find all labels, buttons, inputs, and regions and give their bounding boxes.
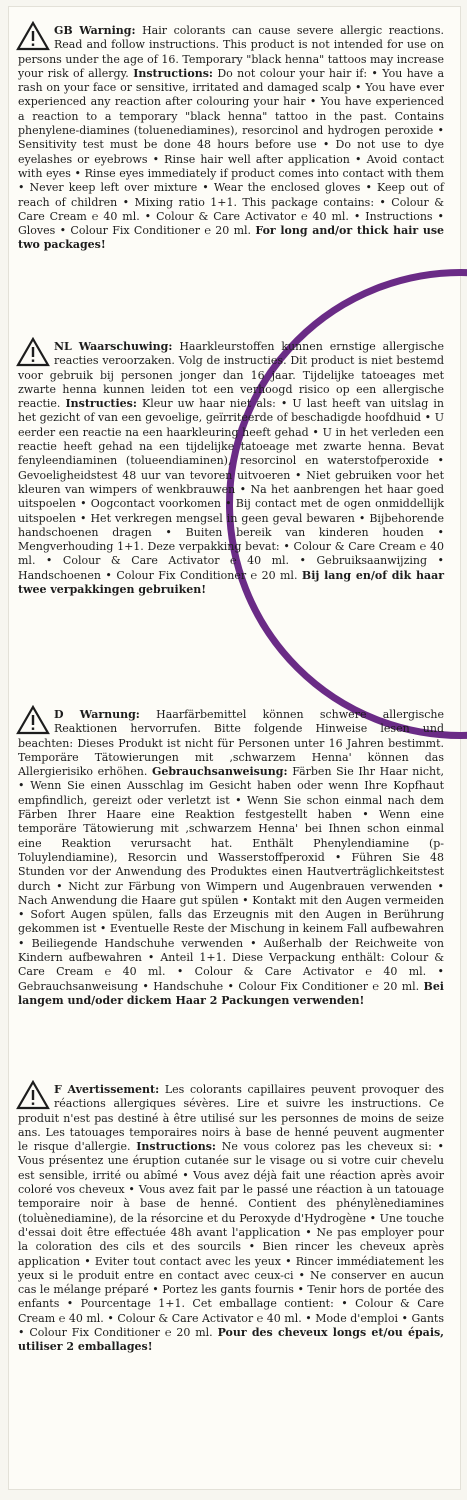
- section-nl: [18, 340, 444, 597]
- instructions-text: Kleur uw haar niet als: • U last heeft van uitslag in het gezicht of van een gevoelige, geïrriteerde of beschadigde hoofdhuid • U eerder een reactie na een haarkleuring heeft gehad • U in het verleden een reactie heeft gehad na een tijdelijke tatoeage met zwarte henna. Bevat fenyleendiaminen (tolueendiaminen), resorcinol en waterstofperoxide • Gevoeligheidstest 48 uur van tevoren uitvoeren • Niet gebruiken voor het kleuren van wimpers of wenkbrauwen • Na het aanbrengen het haar goed uitspoelen • Oogcontact voorkomen • Bij contact met de ogen onmiddellijk uitspoelen • Het verkregen mengsel in geen geval bewaren • Bijbehorende handschoenen dragen • Buiten bereik van kinderen houden • Mengverhouding 1+1. Deze verpakking bevat: • Colour & Care Cream ℮ 40 ml. • Colour & Care Activator ℮ 40 ml. • Gebruiksaanwijzing • Handschoenen • Colour Fix Conditioner ℮ 20 ml.: [18, 397, 445, 582]
- warning-heading: Waarschuwing:: [78, 340, 173, 353]
- instructions-text: Färben Sie Ihr Haar nicht, • Wenn Sie einen Ausschlag im Gesicht haben oder wenn Ihre Kopfhaut empfindlich, gereizt oder verletzt ist • Wenn Sie schon einmal nach dem Färben Ihrer Haare eine Reaktion festgestellt haben • Wenn eine temporäre Tätowierung mit ‚schwarzem Henna' bei Ihnen schon einmal eine Reaktion verursacht hat. Enthält Phenylendiamine (p-Toluylendiamine), Resorcin und Wasserstoffperoxid • Führen Sie 48 Stunden vor der Anwendung des Produktes einen Hautverträglichkeitstest durch • Nicht zur Färbung von Wimpern und Augenbrauen verwenden • Nach Anwendung die Haare gut spülen • Kontakt mit den Augen vermeiden • Sofort Augen spülen, falls das Erzeugnis mit den Augen in Berührung gekommen ist • Eventuelle Reste der Mischung in keinem Fall aufbewahren • Beiliegende Handschuhe verwenden • Außerhalb der Reichweite von Kindern aufbewahren • Anteil 1+1. Diese Verpackung enthält: Colour & Care Cream ℮ 40 ml. • Colour & Care Activator ℮ 40 ml. • Gebrauchsanweisung • Handschuhe • Colour Fix Conditioner ℮ 20 ml.: [18, 765, 444, 993]
- warning-triangle-icon: [16, 705, 50, 735]
- instructions-text: Do not colour your hair if: • You have a rash on your face or sensitive, irritated and damaged scalp • You have ever experienced any reaction after colouring your hair • You have experienced a reaction to a temporary "black henna" tattoo in the past. Contains phenylene-diamines (toluenediamines), resorcinol and hydrogen peroxide • Sensitivity test must be done 48 hours before use • Do not use to dye eyelashes or eyebrows • Rinse hair well after application • Avoid contact with eyes • Rinse eyes immediately if product comes into contact with them • Never keep left over mixture • Wear the enclosed gloves • Keep out of reach of children • Mixing ratio 1+1. This package contains: • Colour & Care Cream ℮ 40 ml. • Colour & Care Activator ℮ 40 ml. • Instructions • Gloves • Colour Fix Conditioner ℮ 20 ml.: [18, 66, 445, 238]
- language-code: NL: [54, 340, 72, 353]
- section-d: [18, 708, 444, 1008]
- instructions-label: Instructies:: [65, 397, 137, 411]
- warning-triangle-icon: [16, 337, 50, 367]
- package-note: Bij lang en/of dik haar twee verpakkingen gebruiken!: [18, 568, 444, 597]
- warning-heading: Avertissement:: [67, 1083, 160, 1096]
- warning-triangle-icon: [16, 1080, 50, 1110]
- package-note: Bei langem und/oder dickem Haar 2 Packungen verwenden!: [18, 979, 444, 1007]
- warning-text: Hair colorants can cause severe allergic reactions. Read and follow instructions. This product is not intended for use on persons under the age of 16. Temporary "black henna" tattoos may increase your risk of allergy.: [18, 24, 445, 80]
- instructions-label: Instructions:: [136, 1140, 216, 1154]
- package-note: For long and/or thick hair use two packages!: [18, 224, 445, 252]
- language-code: D: [54, 708, 64, 721]
- package-note: Pour des cheveux longs et/ou épais, utiliser 2 emballages!: [18, 1326, 445, 1354]
- section-f: [18, 1083, 444, 1355]
- warning-text: Haarkleurstoffen kunnen ernstige allergische reacties veroorzaken. Volg de instructies. Dit product is niet bestemd voor gebruik bij personen jonger dan 16 jaar. Tijdelijke tatoeages met zwarte henna kunnen leiden tot een verhoogd risico op een allergische reactie.: [18, 340, 444, 411]
- warning-heading: Warning:: [79, 24, 136, 37]
- warning-heading: Warnung:: [79, 708, 140, 721]
- warning-text: Haarfärbemittel können schwere allergische Reaktionen hervorrufen. Bitte folgende Hinweise lesen und beachten: Dieses Produkt ist nicht für Personen unter 16 Jahren bestimmt. Temporäre Tätowierungen mit ‚schwarzem Henna' können das Allergierisiko erhöhen.: [18, 708, 445, 779]
- language-code: GB: [54, 24, 73, 37]
- warning-triangle-icon: [16, 21, 50, 51]
- section-gb: [18, 24, 444, 253]
- instructions-label: Instructions:: [133, 66, 213, 80]
- instructions-label: Gebrauchsanweisung:: [151, 765, 288, 779]
- instructions-text: Ne vous colorez pas les cheveux si: • Vous présentez une éruption cutanée sur le visage ou si votre cuir chevelu est sensible, irrité ou abîmé • Vous avez déjà fait une réaction après avoir coloré vos cheveux • Vous avez fait par le passé une réaction à un tatouage temporaire noir à base de henné. Contient des phénylènediamines (toluènediamine), de la résorcine et du Peroxyde d'Hydrogène • Une touche d'essai doit être effectuée 48h avant l'application • Ne pas employer pour la coloration des cils et des sourcils • Bien rincer les cheveux après application • Eviter tout contact avec les yeux • Rincer immédiatement les yeux si le produit entre en contact avec ceux-ci • Ne conserver en aucun cas le mélange préparé • Portez les gants fournis • Tenir hors de portée des enfants • Pourcentage 1+1. Cet emballage contient: • Colour & Care Cream ℮ 40 ml. • Colour & Care Activator ℮ 40 ml. • Mode d'emploi • Gants • Colour Fix Conditioner ℮ 20 ml.: [18, 1140, 444, 1340]
- language-code: F: [54, 1083, 62, 1096]
- warning-text: Les colorants capillaires peuvent provoquer des réactions allergiques sévères. Lire et suivre les instructions. Ce produit n'est pas destiné à être utilisé sur les personnes de moins de seize ans. Les tatouages temporaires noirs à base de henné peuvent augmenter le risque d'allergie.: [18, 1083, 445, 1154]
